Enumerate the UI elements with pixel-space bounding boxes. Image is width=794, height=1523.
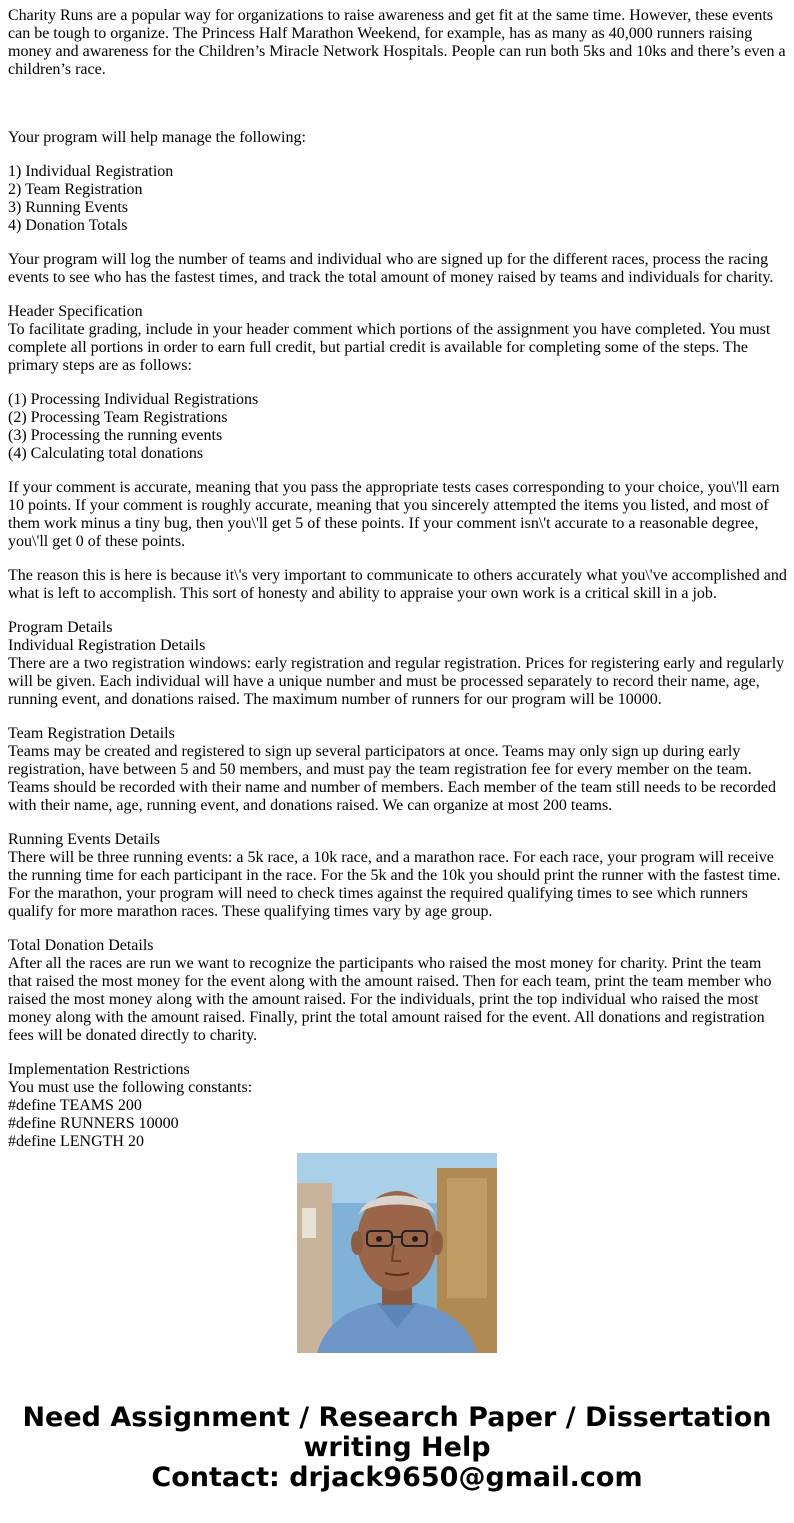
author-photo (297, 1153, 497, 1353)
manage-item: 3) Running Events (8, 199, 128, 216)
manage-list (8, 163, 788, 235)
reason-paragraph: The reason this is here is because it\'s very important to communicate to others accurately what you\'ve accomplished and what is left to accomplish. This sort of honesty and ability to appraise your own work is a critical skill in a job. (8, 567, 787, 602)
promo-line: writing Help (303, 1432, 491, 1463)
constant-line: #define RUNNERS 10000 (8, 1115, 179, 1132)
manage-intro: Your program will help manage the following: (8, 129, 306, 146)
manage-item: 1) Individual Registration (8, 163, 174, 180)
program-details-title: Program Details (8, 619, 113, 636)
step-item: (3) Processing the running events (8, 427, 223, 444)
intro-paragraph: Charity Runs are a popular way for organizations to raise awareness and get fit at the same time. However, these events can be tough to organize. The Princess Half Marathon Weekend, for example, has as many as 40,000 runners raising money and awareness for the Children’s Miracle Network Hospitals. People can run both 5ks and 10ks and there’s even a children’s race. (8, 7, 786, 78)
comment-paragraph: If your comment is accurate, meaning that you pass the appropriate tests cases corresponding to your choice, you\'ll earn 10 points. If your comment is roughly accurate, meaning that you sincerely attempted the items you listed, and most of them work minus a tiny bug, then you\'ll get 5 of these points. If your comment isn\'t accurate to a reasonable degree, you\'ll get 0 of these points. (8, 479, 780, 550)
step-item: (1) Processing Individual Registrations (8, 391, 259, 408)
spacer (8, 95, 788, 129)
running-text: There will be three running events: a 5k race, a 10k race, and a marathon race. For each race, your program will receive the running time for each participant in the race. For the 5k and the 10k you should print the runner with the fastest time. For the marathon, your program will need to check times against the required qualifying times to see which runners qualify for more marathon races. These qualifying times vary by age group. (8, 849, 781, 920)
individual-section (8, 619, 788, 709)
promo-banner (0, 1403, 794, 1493)
team-section (8, 725, 788, 815)
constant-line: #define TEAMS 200 (8, 1097, 142, 1114)
donation-text: After all the races are run we want to recognize the participants who raised the most money for charity. Print the team that raised the most money for the event along with the amount raised. Then for each team, print the team member who raised the most money along with the amount raised. For the individuals, print the top individual who raised the most money along with the amount raised. Finally, print the total amount raised for the event. All donations and registration fees will be donated directly to charity. (8, 955, 772, 1044)
header-spec-title: Header Specification (8, 303, 143, 320)
contact-email: Contact: drjack9650@gmail.com (151, 1462, 643, 1493)
manage-item: 4) Donation Totals (8, 217, 128, 234)
promo-line: Need Assignment / Research Paper / Dissertation (22, 1402, 772, 1433)
donation-title: Total Donation Details (8, 937, 154, 954)
steps-list (8, 391, 788, 463)
step-item: (2) Processing Team Registrations (8, 409, 228, 426)
running-title: Running Events Details (8, 831, 160, 848)
running-section (8, 831, 788, 921)
individual-title: Individual Registration Details (8, 637, 206, 654)
implementation-section (8, 1061, 788, 1151)
impl-text: You must use the following constants: (8, 1079, 253, 1096)
team-text: Teams may be created and registered to sign up several participators at once. Teams may only sign up during early registration, have between 5 and 50 members, and must pay the team registration fee for every member on the team. Teams should be recorded with their name and number of members. Each member of the team still needs to be recorded with their name, age, running event, and donations raised. We can organize at most 200 teams. (8, 743, 776, 814)
log-paragraph: Your program will log the number of teams and individual who are signed up for the different races, process the racing events to see who has the fastest times, and track the total amount of money raised by teams and individuals for charity. (8, 251, 774, 286)
header-spec-text: To facilitate grading, include in your header comment which portions of the assignment you have completed. You must complete all portions in order to earn full credit, but partial credit is available for completing some of the steps. The primary steps are as follows: (8, 321, 771, 374)
assignment-document (8, 7, 788, 1150)
manage-item: 2) Team Registration (8, 181, 143, 198)
donation-section (8, 937, 788, 1045)
constant-line: #define LENGTH 20 (8, 1133, 144, 1150)
team-title: Team Registration Details (8, 725, 175, 742)
step-item: (4) Calculating total donations (8, 445, 204, 462)
portrait-image (297, 1153, 497, 1353)
individual-text: There are a two registration windows: early registration and regular registration. Prices for registering early and regularly will be given. Each individual will have a unique number and must be processed separately to record their name, age, running event, and donations raised. The maximum number of runners for our program will be 10000. (8, 655, 785, 708)
impl-title: Implementation Restrictions (8, 1061, 190, 1078)
header-spec-section (8, 303, 788, 375)
